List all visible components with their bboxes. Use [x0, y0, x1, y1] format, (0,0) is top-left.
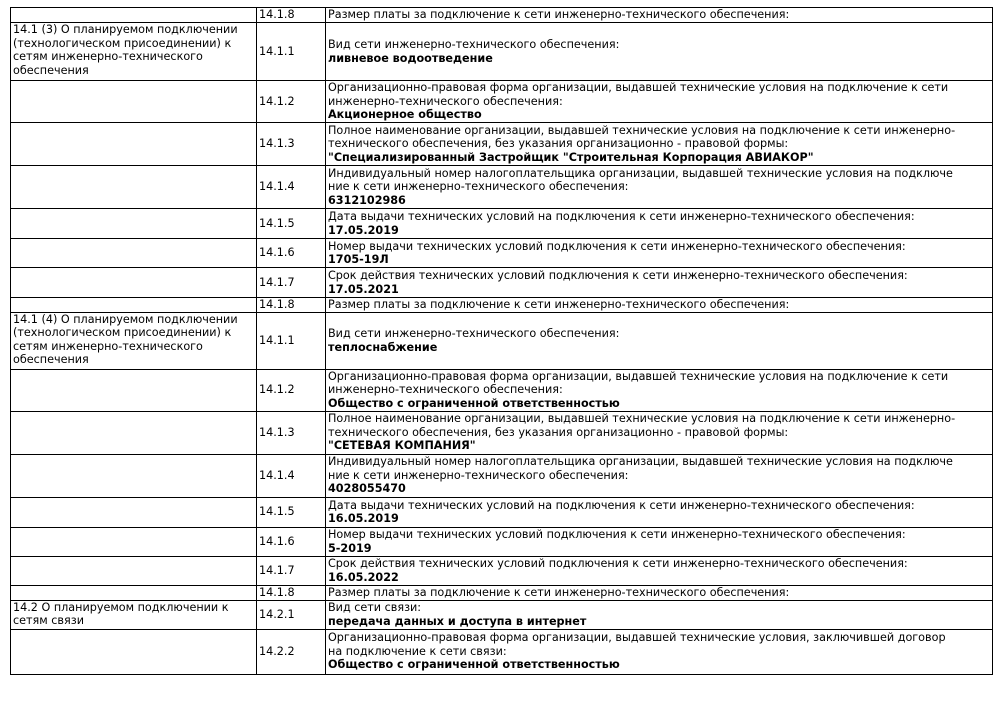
item-code: 14.1.7 [257, 268, 326, 298]
item-label-line: Дата выдачи технических условий на подключения к сети инженерно-технического обеспечения: [328, 210, 915, 223]
table-row [11, 527, 993, 556]
item-label-line: Размер платы за подключение к сети инженерно-технического обеспечения: [328, 298, 790, 311]
item-code: 14.1.8 [257, 8, 326, 23]
section-cell [11, 81, 257, 123]
item-code: 14.1.8 [257, 298, 326, 313]
item-value: "Специализированный Застройщик "Строительная Корпорация АВИАКОР" [328, 150, 814, 164]
item-description-cell [326, 298, 993, 313]
item-label-line: ние к сети инженерно-технического обеспечения: [328, 468, 629, 482]
item-description-cell [326, 209, 993, 239]
connection-info-table [10, 7, 993, 675]
item-label-line: Дата выдачи технических условий на подключения к сети инженерно-технического обеспечения: [328, 498, 915, 512]
section-cell [11, 497, 257, 527]
item-value: 17.05.2021 [328, 282, 399, 296]
item-label-line: ние к сети инженерно-технического обеспечения: [328, 180, 629, 194]
section-title-line: 14.2 О планируемом подключении к [13, 600, 229, 614]
section-cell [11, 556, 257, 585]
table-row [11, 312, 993, 369]
item-label-line: Организационно-правовая форма организации, выдавшей технические условия на подключение к сети [328, 369, 949, 383]
item-description-cell [326, 81, 993, 123]
table-row [11, 123, 993, 166]
table-row [11, 166, 993, 209]
section-title-line: сетям связи [13, 614, 84, 627]
item-code: 14.1.6 [257, 527, 326, 556]
section-cell [11, 123, 257, 166]
item-description-cell [326, 629, 993, 674]
item-description-cell [326, 527, 993, 556]
item-label-line: Размер платы за подключение к сети инженерно-технического обеспечения: [328, 585, 790, 599]
item-description-cell [326, 239, 993, 268]
item-description-cell [326, 123, 993, 166]
item-label-line: Организационно-правовая форма организации, выдавшей технические условия на подключение к сети [328, 81, 949, 95]
item-value: 5-2019 [328, 541, 372, 555]
item-label-line: Индивидуальный номер налогоплательщика организации, выдавшей технические условия на подключе [328, 166, 953, 180]
table-row [11, 81, 993, 123]
item-label-line: технического обеспечения, без указания организационно - правовой формы: [328, 425, 789, 439]
section-cell [11, 629, 257, 674]
item-value: "СЕТЕВАЯ КОМПАНИЯ" [328, 439, 476, 453]
item-label-line: Полное наименование организации, выдавшей технические условия на подключение к сети инженерно- [328, 412, 956, 426]
item-description-cell [326, 585, 993, 600]
item-value: Акционерное общество [328, 108, 482, 122]
section-cell [11, 166, 257, 209]
item-description-cell [326, 166, 993, 209]
item-value: 16.05.2019 [328, 512, 399, 525]
item-value: передача данных и доступа в интернет [328, 614, 587, 628]
section-title-line: 14.1 (3) О планируемом подключении [13, 23, 238, 36]
item-code: 14.1.1 [257, 23, 326, 81]
item-code: 14.2.2 [257, 629, 326, 674]
item-code: 14.1.5 [257, 209, 326, 239]
section-title-line: (технологическом присоединении) к [13, 36, 232, 50]
section-cell [11, 239, 257, 268]
section-title-line: 14.1 (4) О планируемом подключении [13, 312, 238, 326]
item-code: 14.2.1 [257, 600, 326, 629]
item-value: 17.05.2019 [328, 223, 399, 237]
item-label-line: Размер платы за подключение к сети инженерно-технического обеспечения: [328, 8, 790, 22]
item-code: 14.1.4 [257, 454, 326, 497]
table-row [11, 454, 993, 497]
table-row [11, 209, 993, 239]
section-cell [11, 268, 257, 298]
item-code: 14.1.6 [257, 239, 326, 268]
section-cell [11, 411, 257, 454]
item-label-line: технического обеспечения, без указания организационно - правовой формы: [328, 137, 789, 151]
table-row [11, 497, 993, 527]
section-cell [11, 312, 257, 369]
table-row [11, 369, 993, 411]
item-code: 14.1.2 [257, 81, 326, 123]
item-value: 16.05.2022 [328, 570, 399, 584]
item-label-line: Организационно-правовая форма организации, выдавшей технические условия, заключившей договор [328, 631, 946, 645]
section-title-line: обеспечения [13, 353, 89, 366]
item-label-line: Вид сети связи: [328, 601, 422, 614]
item-label-line: Вид сети инженерно-технического обеспечения: [328, 327, 620, 340]
item-label-line: Полное наименование организации, выдавшей технические условия на подключение к сети инженерно- [328, 123, 956, 137]
item-label-line: инженерно-технического обеспечения: [328, 94, 563, 108]
section-cell [11, 454, 257, 497]
section-title-line: сетям инженерно-технического [13, 339, 203, 353]
item-value: 6312102986 [328, 193, 406, 207]
item-label-line: Вид сети инженерно-технического обеспечения: [328, 38, 620, 51]
section-cell [11, 23, 257, 81]
section-cell [11, 369, 257, 411]
section-title-line: (технологическом присоединении) к [13, 326, 232, 339]
item-value: 1705-19Л [328, 253, 389, 266]
table-row [11, 556, 993, 585]
item-value: Общество с ограниченной ответственностью [328, 658, 620, 672]
item-description-cell [326, 369, 993, 411]
item-description-cell [326, 497, 993, 527]
item-description-cell [326, 312, 993, 369]
table-row [11, 8, 993, 23]
table-row [11, 629, 993, 674]
item-label-line: на подключение к сети связи: [328, 644, 507, 658]
item-description-cell [326, 23, 993, 81]
item-label-line: Срок действия технических условий подключения к сети инженерно-технического обеспечения: [328, 557, 908, 570]
item-description-cell [326, 411, 993, 454]
item-label-line: Индивидуальный номер налогоплательщика организации, выдавшей технические условия на подключе [328, 455, 953, 469]
section-cell [11, 585, 257, 600]
table-row [11, 585, 993, 600]
item-code: 14.1.5 [257, 497, 326, 527]
table-row [11, 23, 993, 81]
item-code: 14.1.8 [257, 585, 326, 600]
section-cell [11, 8, 257, 23]
item-label-line: Номер выдачи технических условий подключения к сети инженерно-технического обеспечения: [328, 239, 906, 253]
table-row [11, 411, 993, 454]
item-code: 14.1.3 [257, 123, 326, 166]
item-description-cell [326, 268, 993, 298]
section-cell [11, 527, 257, 556]
table-row [11, 600, 993, 629]
item-label-line: Срок действия технических условий подключения к сети инженерно-технического обеспечения: [328, 269, 908, 282]
item-code: 14.1.3 [257, 411, 326, 454]
item-description-cell [326, 8, 993, 23]
item-description-cell [326, 556, 993, 585]
table-row [11, 239, 993, 268]
item-label-line: Номер выдачи технических условий подключения к сети инженерно-технического обеспечения: [328, 528, 906, 541]
section-title-line: обеспечения [13, 63, 89, 77]
item-value: Общество с ограниченной ответственностью [328, 396, 620, 410]
item-description-cell [326, 454, 993, 497]
section-cell [11, 600, 257, 629]
item-code: 14.1.1 [257, 312, 326, 369]
table-row [11, 298, 993, 313]
item-label-line: инженерно-технического обеспечения: [328, 383, 563, 397]
section-cell [11, 209, 257, 239]
section-cell [11, 298, 257, 313]
item-value: теплоснабжение [328, 340, 438, 354]
item-code: 14.1.7 [257, 556, 326, 585]
table-row [11, 268, 993, 298]
item-code: 14.1.2 [257, 369, 326, 411]
item-value: 4028055470 [328, 482, 406, 496]
item-value: ливневое водоотведение [328, 51, 493, 65]
section-title-line: сетям инженерно-технического [13, 50, 203, 63]
item-code: 14.1.4 [257, 166, 326, 209]
item-description-cell [326, 600, 993, 629]
